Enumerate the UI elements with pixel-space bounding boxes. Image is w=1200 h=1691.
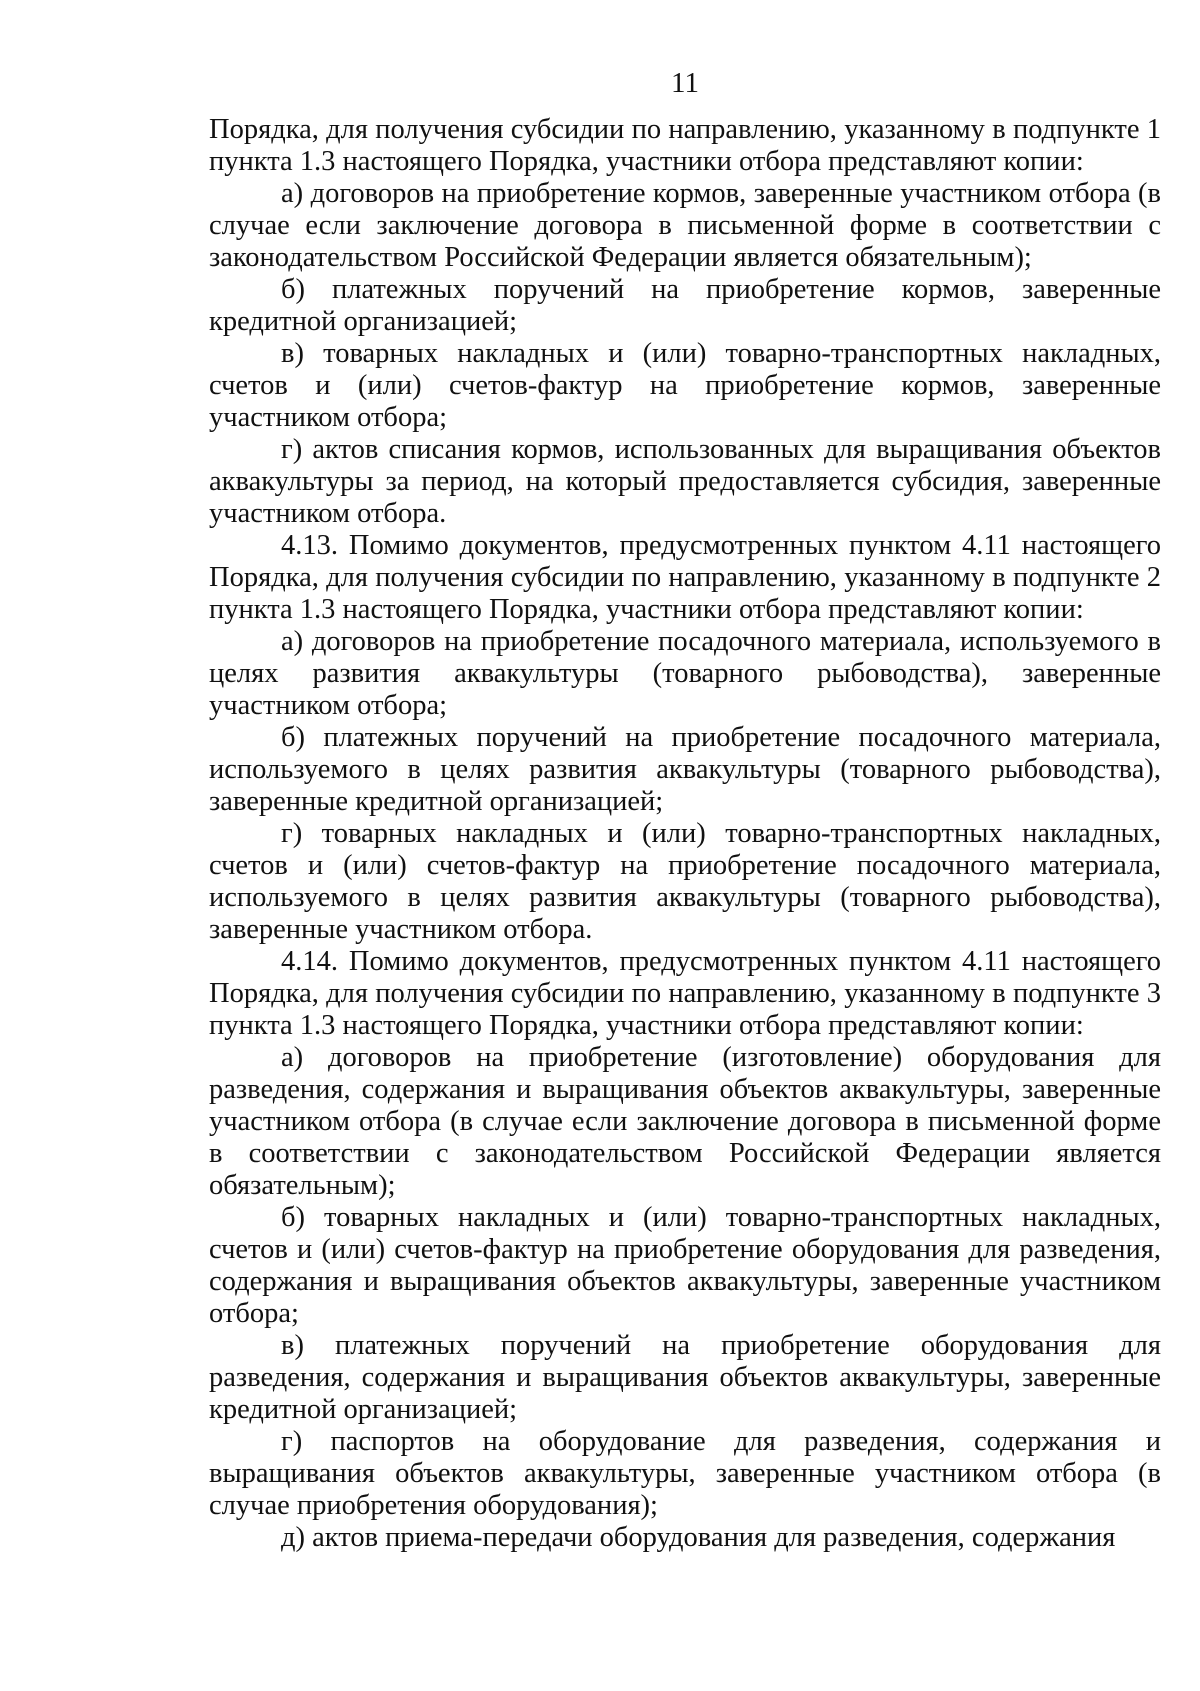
paragraph-item-a-equipment-contracts: а) договоров на приобретение (изготовление) оборудования для разведения, содержания и выращивания объектов аквакультуры, заверенные участником отбора (в случае если заключение договора в письменной форме в соответствии с законодательством Российской Федерации является обязательным); xyxy=(209,1042,1161,1201)
paragraph-item-a-feed-contracts: а) договоров на приобретение кормов, заверенные участником отбора (в случае если заключение договора в письменной форме в соответствии с законодательством Российской Федерации является обязательным); xyxy=(209,178,1161,273)
paragraph-item-b-feed-payment-orders: б) платежных поручений на приобретение кормов, заверенные кредитной организацией; xyxy=(209,274,1161,337)
paragraph-clause-4-13: 4.13. Помимо документов, предусмотренных пунктом 4.11 настоящего Порядка, для получения субсидии по направлению, указанному в подпункте 2 пункта 1.3 настоящего Порядка, участники отбора представляют копии: xyxy=(209,530,1161,625)
paragraph-continuation: Порядка, для получения субсидии по направлению, указанному в подпункте 1 пункта 1.3 настоящего Порядка, участники отбора представляют копии: xyxy=(209,114,1161,177)
document-body xyxy=(209,114,1161,1554)
paragraph-clause-4-14: 4.14. Помимо документов, предусмотренных пунктом 4.11 настоящего Порядка, для получения субсидии по направлению, указанному в подпункте 3 пункта 1.3 настоящего Порядка, участники отбора представляют копии: xyxy=(209,946,1161,1041)
paragraph-item-v-equipment-payment-orders: в) платежных поручений на приобретение оборудования для разведения, содержания и выращивания объектов аквакультуры, заверенные кредитной организацией; xyxy=(209,1330,1161,1425)
paragraph-item-g-stock-invoices: г) товарных накладных и (или) товарно-транспортных накладных, счетов и (или) счетов-фактур на приобретение посадочного материала, используемого в целях развития аквакультуры (товарного рыбоводства), заверенные участником отбора. xyxy=(209,818,1161,945)
paragraph-item-v-feed-invoices: в) товарных накладных и (или) товарно-транспортных накладных, счетов и (или) счетов-фактур на приобретение кормов, заверенные участником отбора; xyxy=(209,338,1161,433)
paragraph-item-b-equipment-invoices: б) товарных накладных и (или) товарно-транспортных накладных, счетов и (или) счетов-фактур на приобретение оборудования для разведения, содержания и выращивания объектов аквакультуры, заверенные участником отбора; xyxy=(209,1202,1161,1329)
paragraph-item-b-stock-payment-orders: б) платежных поручений на приобретение посадочного материала, используемого в целях развития аквакультуры (товарного рыбоводства), заверенные кредитной организацией; xyxy=(209,722,1161,817)
paragraph-item-d-equipment-transfer-acts: д) актов приема-передачи оборудования для разведения, содержания xyxy=(281,1522,1116,1553)
paragraph-item-g-feed-writeoff-acts: г) актов списания кормов, использованных для выращивания объектов аквакультуры за период, на который предоставляется субсидия, заверенные участником отбора. xyxy=(209,434,1161,529)
page-number: 11 xyxy=(671,67,699,99)
paragraph-item-g-equipment-passports: г) паспортов на оборудование для разведения, содержания и выращивания объектов аквакультуры, заверенные участником отбора (в случае приобретения оборудования); xyxy=(209,1426,1161,1521)
paragraph-item-a-stock-contracts: а) договоров на приобретение посадочного материала, используемого в целях развития аквакультуры (товарного рыбоводства), заверенные участником отбора; xyxy=(209,626,1161,721)
